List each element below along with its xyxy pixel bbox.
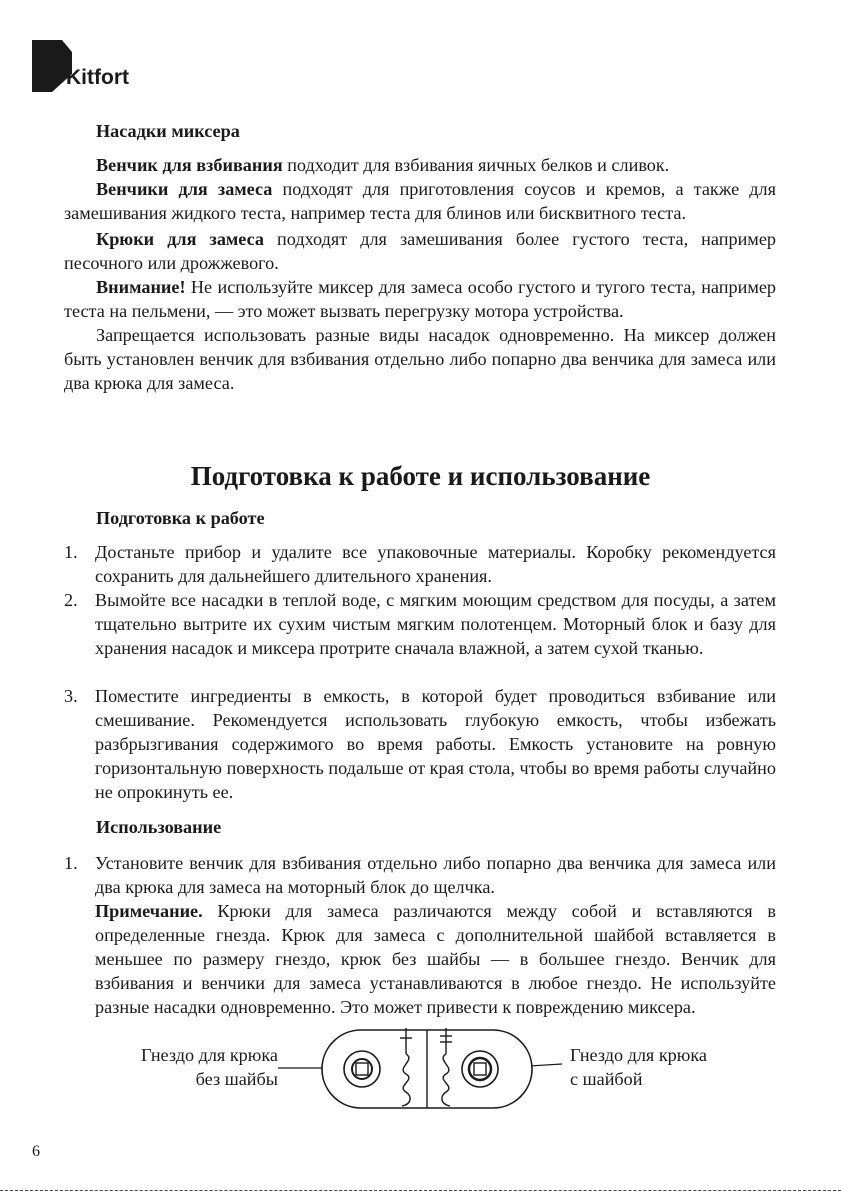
list-number: 3.	[64, 686, 78, 706]
attachments-heading: Насадки миксера	[96, 121, 240, 141]
list-text: Поместите ингредиенты в емкость, в которой будет проводиться взбивание или смешивание. Рекомендуется использовать глубокую емкость, чтобы избежать разбрызгивания содержимого во время работы. Емкость установите на ровную горизонтальную поверхность подальше от края стола, чтобы во время работы случайно не опрокинуть ее.	[95, 686, 776, 802]
list-item	[64, 851, 776, 1019]
list-number: 1.	[64, 853, 78, 873]
right-socket-label-line2: с шайбой	[570, 1069, 643, 1089]
right-socket-label	[570, 1043, 770, 1091]
list-item	[64, 588, 776, 660]
desc-warning: Не используйте миксер для замеса особо густого и тугого теста, например теста на пельмени, — это может вызвать перегрузку мотора устройства.	[64, 277, 776, 321]
note-paragraph	[95, 899, 776, 1019]
term-warning: Внимание!	[96, 277, 186, 297]
bottom-divider	[0, 1190, 841, 1191]
section-title: Подготовка к работе и использование	[190, 461, 651, 491]
note-text: Крюки для замеса различаются между собой и вставляются в определенные гнезда. Крюк для замеса с дополнительной шайбой вставляется в меньшее по размеру гнездо, крюк без шайбы — в большее гнездо. Венчик для взбивания и венчики для замеса устанавливаются в любое гнездо. Не используйте разные насадки одновременно. Это может привести к повреждению миксера.	[95, 901, 776, 1017]
list-item	[64, 540, 776, 588]
prep-heading: Подготовка к работе	[96, 508, 265, 528]
list-text: Вымойте все насадки в теплой воде, с мягким моющим средством для посуды, а затем тщательно вытрите их сухим чистым мягким полотенцем. Моторный блок и базу для хранения насадок и миксера протрите сначала влажной, а затем сухой тканью.	[95, 590, 776, 658]
paragraph-warning	[64, 275, 776, 323]
brand-name: Kitfort	[66, 66, 129, 89]
use-heading: Использование	[96, 817, 222, 837]
socket-diagram	[270, 1024, 570, 1114]
right-socket-label-line1: Гнездо для крюка	[570, 1045, 707, 1065]
left-socket-square	[356, 1063, 368, 1075]
left-socket-label-line1: Гнездо для крюка	[141, 1045, 278, 1065]
paragraph-hooks	[64, 227, 776, 275]
desc-hooks: подходят для замешивания более густого теста, например песочного или дрожжевого.	[64, 229, 776, 273]
list-number: 1.	[64, 542, 78, 562]
left-socket-label	[110, 1043, 278, 1091]
term-whisk: Венчик для взбивания	[96, 155, 283, 175]
paragraph-whisk	[64, 153, 776, 177]
term-hooks: Крюки для замеса	[96, 229, 264, 249]
desc-whisk: подходит для взбивания яичных белков и сливок.	[282, 155, 670, 175]
list-text: Установите венчик для взбивания отдельно либо попарно два венчика для замеса или два крюка для замеса на моторный блок до щелчка.	[95, 853, 776, 897]
list-number: 2.	[64, 590, 78, 610]
term-beaters: Венчики для замеса	[96, 179, 273, 199]
note-label: Примечание.	[95, 901, 203, 921]
list-text: Достаньте прибор и удалите все упаковочные материалы. Коробку рекомендуется сохранить для дальнейшего длительного хранения.	[95, 542, 776, 586]
page-number: 6	[32, 1143, 40, 1160]
paragraph-beaters	[64, 177, 776, 225]
list-item	[64, 684, 776, 804]
left-socket-label-line2: без шайбы	[195, 1069, 278, 1089]
paragraph-prohibition: Запрещается использовать разные виды насадок одновременно. На миксер должен быть установлен венчик для взбивания отдельно либо попарно два венчика для замеса или два крюка для замеса.	[64, 325, 776, 393]
right-socket-square	[474, 1063, 486, 1075]
desc-beaters: подходят для приготовления соусов и кремов, а также для замешивания жидкого теста, например теста для блинов или бисквитного теста.	[64, 179, 776, 223]
